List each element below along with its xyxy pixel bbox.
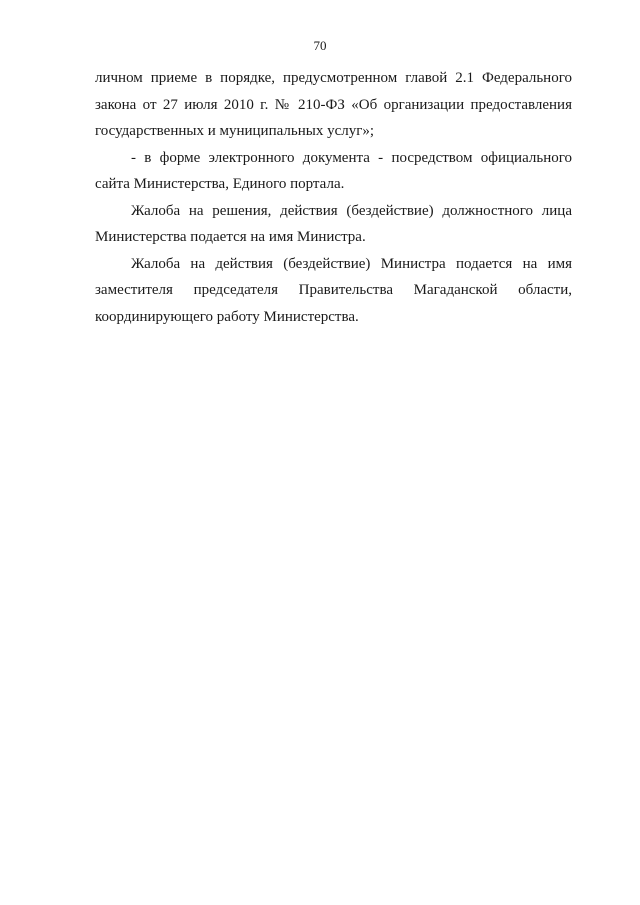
paragraph-4-line-2: заместителя председателя Правительства Магаданской области, <box>95 282 572 298</box>
paragraph-1-line-1: личном приеме в порядке, предусмотренном главой 2.1 Федерального <box>95 70 572 86</box>
paragraph-1 <box>95 65 572 145</box>
paragraph-3-line-1: Жалоба на решения, действия (бездействие) должностного лица <box>131 202 572 219</box>
paragraph-2-line-2: сайта Министерства, Единого портала. <box>95 176 345 192</box>
document-body <box>95 65 572 330</box>
paragraph-4 <box>95 251 572 331</box>
paragraph-1-line-3: государственных и муниципальных услуг»; <box>95 123 375 139</box>
paragraph-1-line-2: закона от 27 июля 2010 г. № 210-ФЗ «Об организации предоставления <box>95 96 572 113</box>
paragraph-3-line-2: Министерства подается на имя Министра. <box>95 229 366 245</box>
page-number: 70 <box>313 38 327 53</box>
paragraph-2-line-1: - в форме электронного документа - посредством официального <box>131 149 572 166</box>
paragraph-4-line-3: координирующего работу Министерства. <box>95 308 359 325</box>
paragraph-3 <box>95 198 572 251</box>
paragraph-4-line-1: Жалоба на действия (бездействие) Министра подается на имя <box>131 255 572 272</box>
paragraph-2 <box>95 145 572 198</box>
